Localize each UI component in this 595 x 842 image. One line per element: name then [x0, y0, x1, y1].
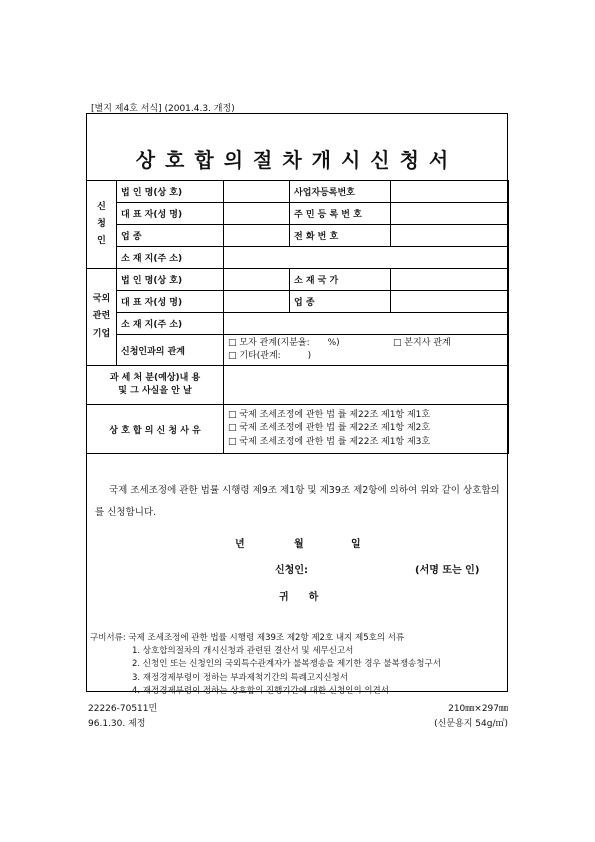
applicant-row-rep [87, 203, 509, 225]
date-month: 월 [294, 539, 304, 550]
address-label: 소 재 지(주 소) [117, 247, 224, 269]
foreign-address-label: 소 재 지(주 소) [117, 313, 224, 335]
relation-options [224, 335, 509, 366]
industry-field[interactable] [224, 225, 290, 247]
form-code: 22226-70511민 96.1.30. 제정 [88, 704, 158, 730]
relation-option-branch[interactable]: □ 본지사 관계 [393, 337, 451, 348]
tax-row [87, 366, 509, 405]
attachments-section [90, 632, 510, 698]
date-day: 일 [351, 539, 361, 550]
foreign-row-rep [87, 291, 509, 313]
form-title: 상호합의절차개시신청서 [135, 148, 459, 172]
tax-disposition-label: 과 세 처 분(예상)내 용 및 그 사실을 안 날 [87, 366, 224, 405]
attachment-item: 4. 재정경제부령이 정하는 상호합의 진행기간에 대한 신청인의 의견서 [132, 685, 389, 696]
applicant-table [86, 180, 509, 454]
attachment-item: 3. 재정경제부령이 정하는 부과제척기간의 특례고지신청서 [132, 672, 348, 683]
form-number-note: [별지 제4호 서식] (2001.4.3. 개정) [91, 104, 235, 114]
reason-option-1[interactable]: □ 국제 조세조정에 관한 법 률 제22조 제1항 제1호 [228, 410, 431, 421]
tax-disposition-field[interactable] [224, 366, 509, 405]
business-reg-label: 사업자등록번호 [290, 181, 391, 203]
foreign-rep-label: 대 표 자(성 명) [117, 291, 224, 313]
foreign-address-field[interactable] [224, 313, 509, 335]
foreign-corp-name-field[interactable] [224, 269, 290, 291]
date-year: 년 [235, 539, 245, 550]
address-field[interactable] [224, 247, 509, 269]
foreign-row-address [87, 313, 509, 335]
signature-note: (서명 또는 인) [415, 565, 480, 576]
relation-label: 신청인과의 관계 [117, 335, 224, 366]
paper-spec: 210㎜×297㎜ (신문용지 54g/㎡) [434, 704, 508, 730]
corp-name-field[interactable] [224, 181, 290, 203]
reason-option-3[interactable]: □ 국제 조세조정에 관한 법 률 제22조 제1항 제3호 [228, 436, 431, 447]
attachments-heading: 구비서류: 국제 조세조정에 관한 법률 시행령 제39조 제2항 제2호 내지 제5호의 서류 [90, 633, 405, 643]
relation-option-other[interactable]: □ 기타(관계: ) [228, 351, 312, 361]
country-label: 소 재 국 가 [290, 269, 391, 291]
resident-reg-field[interactable] [391, 203, 509, 225]
foreign-row-name [87, 269, 509, 291]
industry-label: 업 종 [117, 225, 224, 247]
foreign-industry-field[interactable] [391, 291, 509, 313]
phone-field[interactable] [391, 225, 509, 247]
resident-reg-label: 주 민 등 록 번 호 [290, 203, 391, 225]
reason-option-2[interactable]: □ 국제 조세조정에 관한 법 률 제22조 제1항 제2호 [228, 423, 431, 434]
applicant-sign-label: 신청인: [275, 565, 308, 576]
reason-row [87, 405, 509, 454]
foreign-corp-name-label: 법 인 명(상 호) [117, 269, 224, 291]
foreign-group-label: 국외 관련 기업 [87, 269, 117, 366]
reason-label: 상 호 합 의 신 청 사 유 [87, 405, 224, 454]
applicant-row-name [87, 181, 509, 203]
foreign-industry-label: 업 종 [290, 291, 391, 313]
representative-field[interactable] [224, 203, 290, 225]
attachment-item: 1. 상호합의절차의 개시신청과 관련된 결산서 및 세무신고서 [132, 646, 354, 657]
attachment-item: 2. 신청인 또는 신청인의 국외특수관계자가 불복쟁송을 제기한 경우 불복쟁송청구서 [132, 659, 441, 670]
reason-options [224, 405, 509, 454]
business-reg-field[interactable] [391, 181, 509, 203]
applicant-group-label: 신 청 인 [87, 181, 117, 269]
foreign-rep-field[interactable] [224, 291, 290, 313]
applicant-row-address [87, 247, 509, 269]
application-form [86, 113, 508, 692]
relation-option-parent[interactable]: □ 모자 관계(지분율: %) [228, 337, 340, 348]
applicant-row-industry [87, 225, 509, 247]
representative-label: 대 표 자(성 명) [117, 203, 224, 225]
declaration-text: 국제 조세조정에 관한 법률 시행령 제9조 제1항 및 제39조 제2항에 의하여 위와 같이 상호합의를 신청합니다. [95, 485, 500, 518]
addressee: 귀 하 [279, 592, 319, 603]
relation-row [87, 335, 509, 366]
corp-name-label: 법 인 명(상 호) [117, 181, 224, 203]
phone-label: 전 화 번 호 [290, 225, 391, 247]
country-field[interactable] [391, 269, 509, 291]
